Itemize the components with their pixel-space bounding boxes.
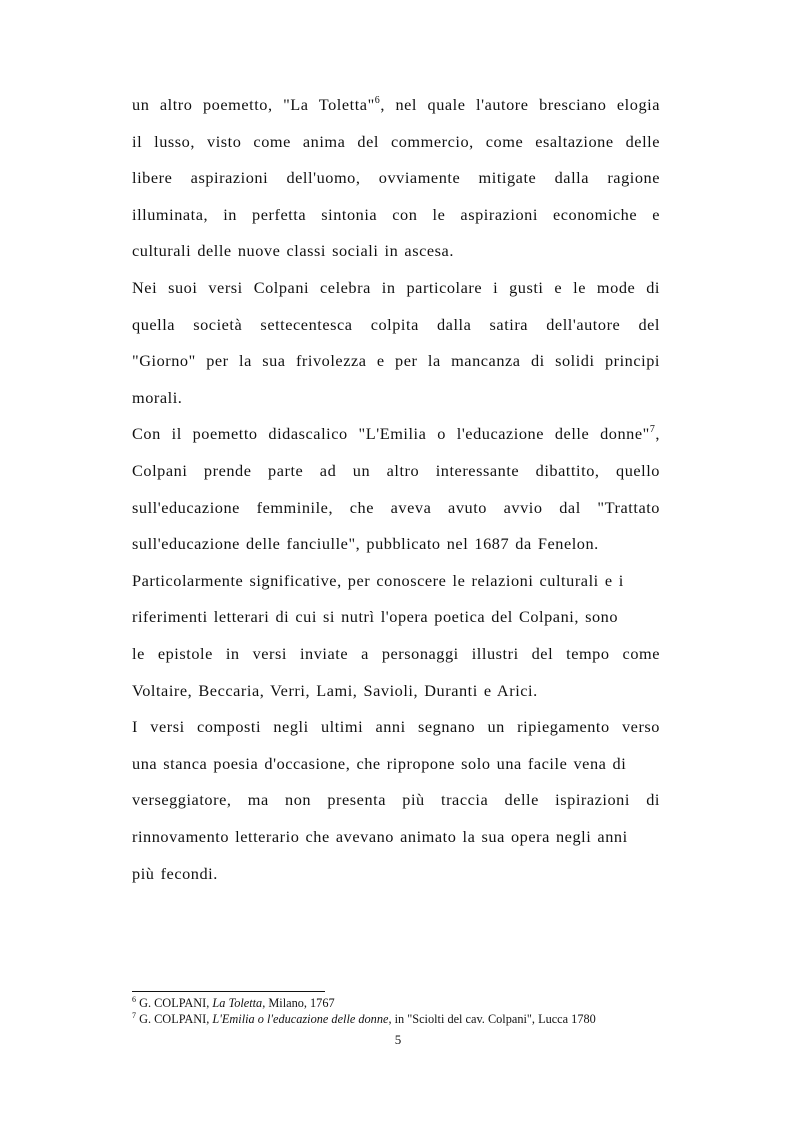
page-number: 5 <box>394 1032 402 1047</box>
footnote-divider <box>132 991 325 992</box>
body-line-6: Nei suoi versi Colpani celebra in particolare i gusti e le mode di <box>132 278 660 297</box>
body-line-15: riferimenti letterari di cui si nutrì l'opera poetica del Colpani, sono <box>132 607 619 626</box>
body-line-8: "Giorno" per la sua frivolezza e per la mancanza di solidi principi <box>132 351 660 370</box>
body-line-9: morali. <box>132 388 183 407</box>
body-line-12: sull'educazione femminile, che aveva avuto avvio dal "Trattato <box>132 498 660 517</box>
body-line-5: culturali delle nuove classi sociali in ascesa. <box>132 241 454 260</box>
body-line-1: un altro poemetto, "La Toletta"$^6$, nel quale l'autore bresciano elogia <box>132 94 660 114</box>
body-line-18: I versi composti negli ultimi anni segnano un ripiegamento verso <box>132 717 660 736</box>
body-line-10: Con il poemetto didascalico "L'Emilia o l'educazione delle donne"$^7$, <box>132 423 660 443</box>
body-line-2: il lusso, visto come anima del commercio, come esaltazione delle <box>132 132 660 151</box>
footnote-ref-7: 7 <box>649 423 656 435</box>
body-line-19: una stanca poesia d'occasione, che ripropone solo una facile vena di <box>132 754 627 773</box>
body-line-13: sull'educazione delle fanciulle", pubblicato nel 1687 da Fenelon. <box>132 534 599 553</box>
body-line-3: libere aspirazioni dell'uomo, ovviamente mitigate dalla ragione <box>132 168 660 187</box>
body-line-14: Particolarmente significative, per conoscere le relazioni culturali e i <box>132 571 624 590</box>
body-line-16: le epistole in versi inviate a personaggi illustri del tempo come <box>132 644 660 663</box>
body-line-11: Colpani prende parte ad un altro interessante dibattito, quello <box>132 461 660 480</box>
body-line-20: verseggiatore, ma non presenta più traccia delle ispirazioni di <box>132 790 660 809</box>
body-line-17: Voltaire, Beccaria, Verri, Lami, Savioli, Duranti e Arici. <box>132 681 538 700</box>
footnote-6: $^6$ G. COLPANI, La Toletta, Milano, 1767 <box>132 994 335 1010</box>
body-line-22: più fecondi. <box>132 864 218 883</box>
footnote-7: $^7$ G. COLPANI, L'Emilia o l'educazione delle donne, in "Sciolti del cav. Colpani", Lucca 1780 <box>132 1010 596 1026</box>
footnote-ref-6: 6 <box>374 94 381 106</box>
body-line-7: quella società settecentesca colpita dalla satira dell'autore del <box>132 315 660 334</box>
body-line-21: rinnovamento letterario che avevano animato la sua opera negli anni <box>132 827 628 846</box>
body-line-4: illuminata, in perfetta sintonia con le aspirazioni economiche e <box>132 205 660 224</box>
